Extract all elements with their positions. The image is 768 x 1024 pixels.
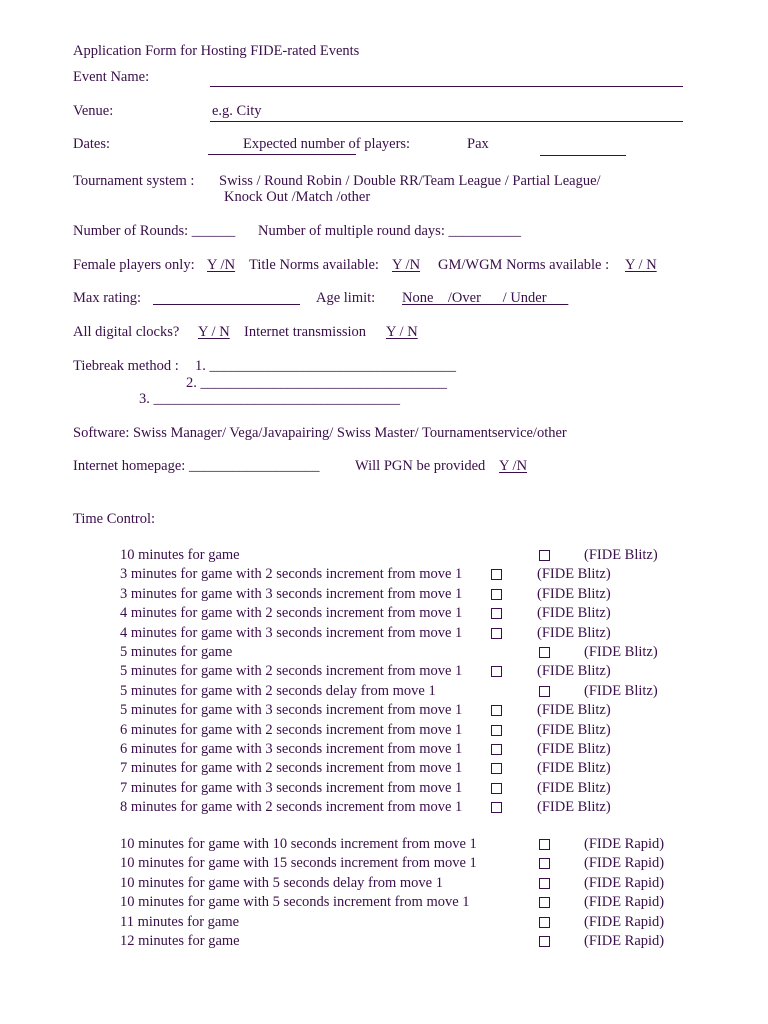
form-title: Application Form for Hosting FIDE-rated Events: [73, 43, 360, 59]
internet-transmission-label: Internet transmission: [244, 324, 367, 340]
time-control-option-text: 11 minutes for game: [120, 914, 240, 930]
female-only-yn[interactable]: Y /N: [207, 257, 236, 273]
pax-label: Pax: [467, 136, 489, 152]
pax-line[interactable]: [540, 155, 626, 156]
time-control-option-text: 10 minutes for game with 10 seconds increment from move 1: [120, 836, 477, 852]
digital-clocks-label: All digital clocks?: [73, 324, 180, 340]
time-control-checkbox[interactable]: [539, 878, 550, 889]
time-control-checkbox[interactable]: [491, 783, 502, 794]
time-control-option-text: 10 minutes for game with 5 seconds delay from move 1: [120, 875, 443, 891]
internet-transmission-yn[interactable]: Y / N: [386, 324, 418, 340]
time-control-checkbox[interactable]: [491, 763, 502, 774]
time-control-checkbox[interactable]: [539, 686, 550, 697]
gm-norms-yn[interactable]: Y / N: [625, 257, 657, 273]
software-label: Software: Swiss Manager/ Vega/Javapairing/ Swiss Master/ Tournamentservice/other: [73, 425, 567, 441]
time-control-checkbox[interactable]: [539, 917, 550, 928]
time-control-option-text: 5 minutes for game with 3 seconds increment from move 1: [120, 702, 463, 718]
time-control-checkbox[interactable]: [539, 550, 550, 561]
rapid-type-label: (FIDE Rapid): [584, 836, 665, 852]
time-control-option-text: 4 minutes for game with 3 seconds increment from move 1: [120, 625, 463, 641]
time-control-checkbox[interactable]: [491, 569, 502, 580]
pgn-label: Will PGN be provided: [355, 458, 486, 474]
time-control-checkbox[interactable]: [491, 705, 502, 716]
title-norms-yn[interactable]: Y /N: [392, 257, 421, 273]
pgn-yn[interactable]: Y /N: [499, 458, 528, 474]
time-control-option-text: 5 minutes for game with 2 seconds increment from move 1: [120, 663, 463, 679]
tiebreak-label: Tiebreak method :: [73, 358, 179, 374]
time-control-option-text: 6 minutes for game with 2 seconds increment from move 1: [120, 722, 463, 738]
rapid-type-label: (FIDE Rapid): [584, 875, 665, 891]
blitz-type-label: (FIDE Blitz): [537, 586, 611, 602]
rapid-type-label: (FIDE Rapid): [584, 933, 665, 949]
gm-norms-label: GM/WGM Norms available :: [438, 257, 610, 273]
title-norms-label: Title Norms available:: [249, 257, 379, 273]
time-control-checkbox[interactable]: [539, 858, 550, 869]
time-control-option-text: 4 minutes for game with 2 seconds increment from move 1: [120, 605, 463, 621]
time-control-checkbox[interactable]: [491, 725, 502, 736]
time-control-option-text: 3 minutes for game with 2 seconds increment from move 1: [120, 566, 463, 582]
blitz-type-label: (FIDE Blitz): [537, 722, 611, 738]
time-control-checkbox[interactable]: [539, 647, 550, 658]
time-control-option-text: 5 minutes for game: [120, 644, 233, 660]
blitz-type-label: (FIDE Blitz): [537, 625, 611, 641]
expected-players-label: Expected number of players:: [243, 136, 411, 152]
blitz-type-label: (FIDE Blitz): [537, 799, 611, 815]
tournament-system-label: Tournament system :: [73, 173, 195, 189]
max-rating-line[interactable]: [153, 304, 300, 305]
blitz-type-label: (FIDE Blitz): [537, 780, 611, 796]
female-only-label: Female players only:: [73, 257, 195, 273]
time-control-checkbox[interactable]: [491, 802, 502, 813]
blitz-type-label: (FIDE Blitz): [584, 644, 658, 660]
time-control-option-text: 3 minutes for game with 3 seconds increment from move 1: [120, 586, 463, 602]
time-control-option-text: 10 minutes for game: [120, 547, 240, 563]
time-control-option-text: 12 minutes for game: [120, 933, 240, 949]
venue-label: Venue:: [73, 103, 114, 119]
rapid-type-label: (FIDE Rapid): [584, 894, 665, 910]
time-control-option-text: 7 minutes for game with 2 seconds increment from move 1: [120, 760, 463, 776]
time-control-option-text: 6 minutes for game with 3 seconds increment from move 1: [120, 741, 463, 757]
blitz-type-label: (FIDE Blitz): [584, 683, 658, 699]
venue-hint: e.g. City: [212, 103, 262, 119]
tiebreak-1[interactable]: 1. __________________________________: [195, 358, 456, 374]
event-name-line[interactable]: [210, 86, 683, 87]
dates-line[interactable]: [208, 154, 356, 155]
time-control-checkbox[interactable]: [539, 839, 550, 850]
tournament-options-line-1: Swiss / Round Robin / Double RR/Team League / Partial League/: [219, 173, 601, 189]
time-control-heading: Time Control:: [73, 511, 156, 527]
time-control-option-text: 10 minutes for game with 5 seconds increment from move 1: [120, 894, 470, 910]
time-control-option-text: 8 minutes for game with 2 seconds increment from move 1: [120, 799, 463, 815]
time-control-checkbox[interactable]: [539, 897, 550, 908]
blitz-type-label: (FIDE Blitz): [537, 741, 611, 757]
rapid-type-label: (FIDE Rapid): [584, 914, 665, 930]
multiple-round-days-label: Number of multiple round days: __________: [258, 223, 521, 239]
event-name-label: Event Name:: [73, 69, 150, 85]
digital-clocks-yn[interactable]: Y / N: [198, 324, 230, 340]
rounds-label: Number of Rounds: ______: [73, 223, 236, 239]
blitz-type-label: (FIDE Blitz): [537, 566, 611, 582]
age-limit-options[interactable]: None /Over / Under: [402, 290, 569, 306]
age-limit-label: Age limit:: [316, 290, 376, 306]
blitz-type-label: (FIDE Blitz): [537, 760, 611, 776]
time-control-option-text: 5 minutes for game with 2 seconds delay from move 1: [120, 683, 436, 699]
time-control-option-text: 10 minutes for game with 15 seconds increment from move 1: [120, 855, 477, 871]
time-control-checkbox[interactable]: [491, 628, 502, 639]
blitz-type-label: (FIDE Blitz): [537, 605, 611, 621]
time-control-checkbox[interactable]: [491, 666, 502, 677]
homepage-label: Internet homepage: __________________: [73, 458, 320, 474]
tiebreak-2[interactable]: 2. __________________________________: [186, 375, 447, 391]
rapid-type-label: (FIDE Rapid): [584, 855, 665, 871]
blitz-type-label: (FIDE Blitz): [537, 663, 611, 679]
time-control-checkbox[interactable]: [491, 608, 502, 619]
time-control-checkbox[interactable]: [491, 744, 502, 755]
tournament-options-line-2: Knock Out /Match /other: [224, 189, 371, 205]
blitz-type-label: (FIDE Blitz): [537, 702, 611, 718]
dates-label: Dates:: [73, 136, 111, 152]
time-control-option-text: 7 minutes for game with 3 seconds increment from move 1: [120, 780, 463, 796]
blitz-type-label: (FIDE Blitz): [584, 547, 658, 563]
tiebreak-3[interactable]: 3. __________________________________: [139, 391, 400, 407]
time-control-checkbox[interactable]: [539, 936, 550, 947]
max-rating-label: Max rating:: [73, 290, 142, 306]
venue-line[interactable]: [210, 121, 683, 122]
time-control-checkbox[interactable]: [491, 589, 502, 600]
